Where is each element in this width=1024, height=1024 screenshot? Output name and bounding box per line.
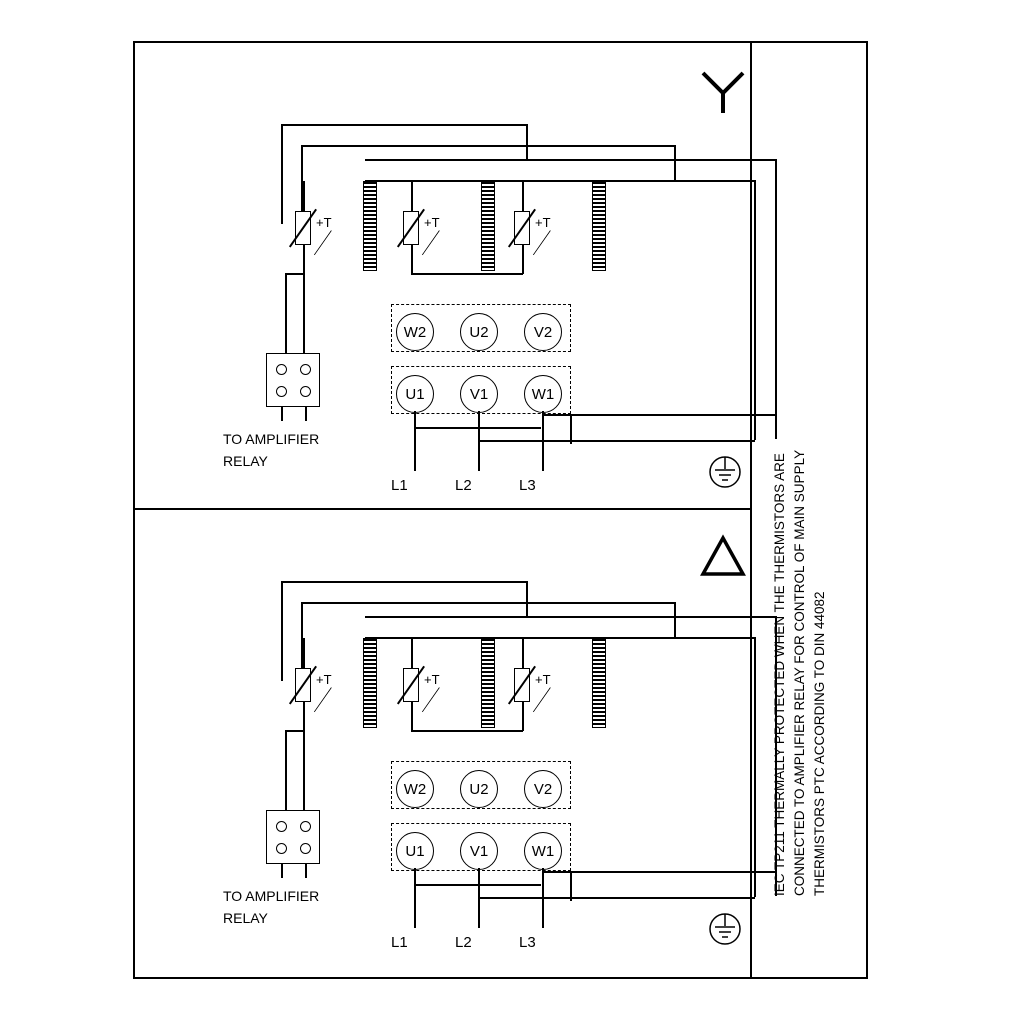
terminal-w2: W2 bbox=[396, 313, 434, 351]
motor-coil bbox=[481, 638, 495, 728]
wire bbox=[522, 638, 524, 669]
terminal-u1: U1 bbox=[396, 375, 434, 413]
motor-coil bbox=[363, 181, 377, 271]
terminal-v2: V2 bbox=[524, 770, 562, 808]
wire bbox=[303, 701, 305, 811]
earth-ground-icon bbox=[703, 455, 747, 489]
note-panel bbox=[752, 41, 868, 979]
note-line-3: THERMISTORS PTC ACCORDING TO DIN 44082 bbox=[812, 591, 827, 896]
wire bbox=[411, 273, 523, 275]
phase-label-l1: L1 bbox=[391, 934, 408, 951]
phase-label-l3: L3 bbox=[519, 477, 536, 494]
wire bbox=[301, 602, 365, 604]
panel-delta bbox=[133, 510, 752, 977]
connector-terminal bbox=[300, 364, 311, 375]
thermistor-label: +T bbox=[316, 215, 332, 230]
wire bbox=[526, 581, 528, 616]
thermistor-label: +T bbox=[535, 672, 551, 687]
terminal-v1: V1 bbox=[460, 832, 498, 870]
connector-label-line2: RELAY bbox=[223, 910, 268, 926]
wire bbox=[285, 730, 287, 810]
delta-connection-icon bbox=[693, 528, 753, 588]
terminal-w1: W1 bbox=[524, 832, 562, 870]
wire bbox=[365, 180, 755, 182]
wire bbox=[478, 440, 755, 442]
thermistor-label: +T bbox=[316, 672, 332, 687]
terminal-u2: U2 bbox=[460, 313, 498, 351]
wire bbox=[305, 864, 307, 878]
thermistor-label: +T bbox=[535, 215, 551, 230]
note-line-1: IEC TP211 THERMALLY PROTECTED WHEN THE THERMISTORS ARE bbox=[772, 453, 787, 896]
wire bbox=[411, 181, 413, 212]
wire bbox=[414, 411, 416, 471]
wye-connection-icon bbox=[693, 61, 753, 121]
wire bbox=[281, 124, 283, 224]
note-line-2: CONNECTED TO AMPLIFIER RELAY FOR CONTROL OF MAIN SUPPLY bbox=[792, 449, 807, 896]
wire bbox=[674, 602, 676, 637]
wire bbox=[522, 244, 524, 274]
motor-coil bbox=[363, 638, 377, 728]
motor-coil bbox=[592, 638, 606, 728]
terminal-v2: V2 bbox=[524, 313, 562, 351]
terminal-u1: U1 bbox=[396, 832, 434, 870]
phase-label-l2: L2 bbox=[455, 477, 472, 494]
wire bbox=[281, 581, 283, 681]
wire bbox=[281, 124, 527, 126]
wire bbox=[570, 414, 572, 444]
wire bbox=[365, 145, 675, 147]
thermistor-label: +T bbox=[424, 215, 440, 230]
wire bbox=[542, 871, 775, 873]
wire bbox=[281, 407, 283, 421]
connector-terminal bbox=[276, 386, 287, 397]
terminal-v1: V1 bbox=[460, 375, 498, 413]
wire bbox=[570, 871, 572, 901]
wire bbox=[281, 864, 283, 878]
wire bbox=[674, 145, 676, 180]
motor-coil bbox=[481, 181, 495, 271]
thermistor-label: +T bbox=[424, 672, 440, 687]
wire bbox=[411, 730, 523, 732]
wire bbox=[478, 897, 755, 899]
terminal-w1: W1 bbox=[524, 375, 562, 413]
earth-ground-icon bbox=[703, 912, 747, 946]
wire bbox=[411, 638, 413, 669]
wire bbox=[414, 868, 416, 928]
wire bbox=[411, 701, 413, 731]
wire bbox=[414, 884, 541, 886]
phase-label-l1: L1 bbox=[391, 477, 408, 494]
connector-terminal bbox=[276, 821, 287, 832]
connector-terminal bbox=[300, 843, 311, 854]
terminal-w2: W2 bbox=[396, 770, 434, 808]
connector-label-line1: TO AMPLIFIER bbox=[223, 888, 320, 904]
phase-label-l2: L2 bbox=[455, 934, 472, 951]
wire bbox=[365, 637, 755, 639]
wire bbox=[365, 159, 775, 161]
wire bbox=[522, 701, 524, 731]
wire bbox=[285, 273, 305, 275]
wire bbox=[303, 181, 305, 212]
connector-label-line2: RELAY bbox=[223, 453, 268, 469]
wire bbox=[411, 244, 413, 274]
connector-terminal bbox=[276, 364, 287, 375]
wire bbox=[305, 407, 307, 421]
panel-star bbox=[133, 41, 752, 508]
amplifier-connector-box bbox=[266, 353, 320, 407]
connector-terminal bbox=[300, 386, 311, 397]
wire bbox=[542, 414, 775, 416]
wire bbox=[303, 244, 305, 354]
wire bbox=[303, 638, 305, 669]
wire bbox=[365, 602, 675, 604]
motor-coil bbox=[592, 181, 606, 271]
wire bbox=[281, 581, 527, 583]
wire bbox=[285, 273, 287, 353]
phase-label-l3: L3 bbox=[519, 934, 536, 951]
amplifier-connector-box bbox=[266, 810, 320, 864]
wire bbox=[526, 124, 528, 159]
connector-terminal bbox=[276, 843, 287, 854]
wire bbox=[522, 181, 524, 212]
wire bbox=[414, 427, 541, 429]
wire bbox=[285, 730, 305, 732]
wire bbox=[365, 616, 775, 618]
wire bbox=[301, 145, 365, 147]
connector-terminal bbox=[300, 821, 311, 832]
terminal-u2: U2 bbox=[460, 770, 498, 808]
connector-label-line1: TO AMPLIFIER bbox=[223, 431, 320, 447]
